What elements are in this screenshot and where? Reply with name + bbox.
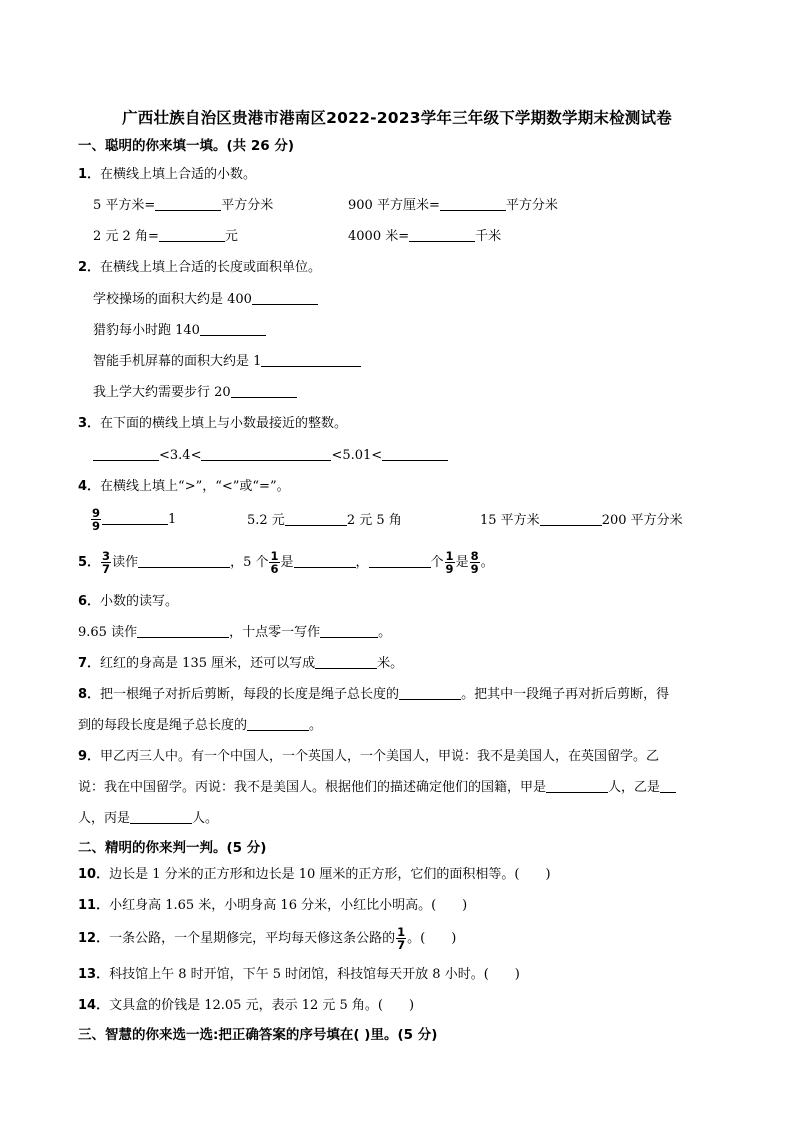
fraction (470, 550, 480, 575)
question-text: 边长是 1 分米的正方形和边长是 10 厘米的正方形，它们的面积相等。( ) (109, 867, 551, 882)
item-text: ，十点零一写作 (229, 625, 321, 640)
denominator: 6 (270, 562, 279, 576)
question-number: 8． (78, 687, 101, 702)
inequality-part: <3.4< (159, 448, 202, 463)
question-number: 9． (78, 749, 101, 764)
question-9-line-3 (78, 810, 218, 828)
question-1-item-c (93, 228, 238, 246)
denominator: 7 (102, 562, 111, 576)
item-suffix: 。 (378, 625, 392, 640)
question-number: 10． (78, 867, 110, 882)
question-9-line-2 (78, 779, 676, 797)
answer-blank[interactable] (294, 554, 356, 568)
answer-blank[interactable] (102, 511, 168, 525)
numerator: 1 (397, 925, 406, 939)
question-text: 个 (430, 555, 444, 570)
question-text: 。 (480, 555, 494, 570)
question-4-item-b (247, 512, 402, 530)
item-prefix: 2 元 2 角= (93, 229, 159, 244)
denominator: 7 (397, 938, 406, 952)
answer-blank[interactable] (130, 810, 192, 824)
question-number: 2． (78, 260, 101, 275)
question-2-item-c (93, 353, 361, 371)
question-text: 读作 (112, 555, 139, 570)
answer-blank[interactable] (231, 384, 297, 398)
question-text: 。把其中一段绳子再对折后剪断，得 (461, 687, 670, 702)
question-number: 1． (78, 167, 101, 182)
question-11 (78, 897, 467, 915)
item-suffix: 200 平方分米 (601, 513, 683, 528)
answer-blank[interactable] (409, 228, 475, 242)
item-text: 智能手机屏幕的面积大约是 1 (93, 354, 262, 369)
question-text: 甲乙丙三人中。有一个中国人，一个英国人，一个美国人，甲说：我不是美国人，在英国留学。乙 (100, 749, 660, 764)
denominator: 9 (470, 562, 479, 576)
inequality-part: <5.01< (331, 448, 383, 463)
question-2 (78, 259, 321, 277)
fraction (445, 550, 455, 575)
answer-blank[interactable] (320, 624, 378, 638)
item-prefix: 5.2 元 (247, 513, 285, 528)
question-text: 是 (280, 555, 294, 570)
question-text: 在横线上填上合适的小数。 (100, 167, 257, 182)
question-text: 说：我在中国留学。丙说：我不是美国人。根据他们的描述确定他们的国籍，甲是 (78, 780, 547, 795)
page-title: 广西壮族自治区贵港市港南区2022-2023学年三年级下学期数学期末检测试卷 (122, 109, 672, 127)
item-prefix: 4000 米= (348, 229, 410, 244)
section-heading-2: 二、精明的你来判一判。(5 分) (78, 840, 267, 856)
fraction (101, 550, 111, 575)
question-3-inequality (93, 447, 448, 465)
denominator: 9 (445, 562, 454, 576)
question-12 (78, 924, 456, 954)
item-text: 猎豹每小时跑 140 (93, 323, 200, 338)
answer-blank[interactable] (247, 717, 309, 731)
answer-blank[interactable] (201, 447, 331, 461)
numerator: 3 (102, 549, 111, 563)
question-text: 红红的身高是 135 厘米，还可以写成 (100, 656, 316, 671)
item-prefix: 5 平方米= (93, 198, 156, 213)
question-10 (78, 866, 551, 884)
answer-blank[interactable] (159, 228, 225, 242)
section-heading-3: 三、智慧的你来选一选:把正确答案的序号填在( )里。(5 分) (78, 1027, 438, 1043)
numerator: 8 (470, 549, 479, 563)
question-text: 把一根绳子对折后剪断，每段的长度是绳子总长度的 (100, 687, 400, 702)
item-suffix: 元 (224, 229, 238, 244)
question-text: 。( ) (407, 931, 457, 946)
question-1 (78, 166, 256, 184)
item-suffix: 千米 (475, 229, 502, 244)
question-number: 6． (78, 594, 101, 609)
question-3 (78, 415, 347, 433)
question-text: 一条公路，一个星期修完，平均每天修这条公路的 (109, 931, 396, 946)
question-text: 在横线上填上合适的长度或面积单位。 (100, 260, 322, 275)
question-number: 3． (78, 416, 101, 431)
question-1-item-b (348, 197, 558, 215)
answer-blank[interactable] (540, 512, 602, 526)
answer-blank[interactable] (155, 197, 221, 211)
item-suffix: 1 (168, 512, 177, 527)
question-9 (78, 748, 659, 766)
item-prefix: 9.65 读作 (78, 625, 138, 640)
question-4-item-a (90, 506, 176, 534)
answer-blank[interactable] (399, 686, 461, 700)
item-text: 学校操场的面积大约是 400 (93, 292, 252, 307)
item-suffix: 平方分米 (221, 198, 274, 213)
numerator: 1 (270, 549, 279, 563)
question-1-item-a (93, 197, 273, 215)
question-2-item-d (93, 384, 297, 402)
item-prefix: 900 平方厘米= (348, 198, 440, 213)
question-text: 是 (455, 555, 469, 570)
question-6-item (78, 624, 391, 642)
question-14 (78, 997, 414, 1015)
question-number: 7． (78, 656, 101, 671)
question-8 (78, 686, 669, 704)
fraction (269, 550, 279, 575)
question-4-item-c (480, 512, 683, 530)
denominator: 9 (92, 519, 101, 533)
answer-blank[interactable] (315, 655, 377, 669)
question-6 (78, 593, 178, 611)
question-text: 科技馆上午 8 时开馆，下午 5 时闭馆，科技馆每天开放 8 小时。( ) (109, 967, 520, 982)
numerator: 9 (92, 506, 101, 520)
answer-blank[interactable] (137, 624, 229, 638)
question-text: 到的每段长度是绳子总长度的 (78, 718, 248, 733)
question-number: 12． (78, 931, 110, 946)
question-text: 人，乙是 (608, 780, 661, 795)
answer-blank[interactable] (200, 322, 266, 336)
item-suffix: 2 元 5 角 (346, 513, 402, 528)
fraction (396, 926, 406, 951)
item-suffix: 平方分米 (505, 198, 558, 213)
question-number: 14． (78, 998, 110, 1013)
answer-blank[interactable] (252, 291, 318, 305)
question-number: 11． (78, 898, 110, 913)
question-text: 人。 (192, 811, 219, 826)
question-5 (78, 548, 494, 578)
question-text: 小红身高 1.65 米，小明身高 16 分米，小红比小明高。( ) (109, 898, 468, 913)
answer-blank[interactable] (285, 512, 347, 526)
question-number: 5． (78, 555, 101, 570)
question-number: 13． (78, 967, 110, 982)
fraction (91, 507, 101, 532)
answer-blank[interactable] (382, 447, 448, 461)
answer-blank[interactable] (546, 779, 608, 793)
question-text: 人，丙是 (78, 811, 131, 826)
question-text: 小数的读写。 (100, 594, 179, 609)
item-prefix: 15 平方米 (480, 513, 540, 528)
question-8-line-2 (78, 717, 322, 735)
question-2-item-a (93, 291, 318, 309)
numerator: 1 (445, 549, 454, 563)
question-1-item-d (348, 228, 501, 246)
question-text: 在横线上填上“>”，“<”或“=”。 (100, 479, 290, 494)
item-text: 我上学大约需要步行 20 (93, 385, 231, 400)
question-text: ，5 个 (230, 555, 269, 570)
answer-blank[interactable] (93, 447, 159, 461)
question-text: ， (355, 555, 369, 570)
answer-blank[interactable] (440, 197, 506, 211)
question-text: 文具盒的价钱是 12.05 元，表示 12 元 5 角。( ) (109, 998, 415, 1013)
question-13 (78, 966, 520, 984)
answer-blank[interactable] (369, 554, 431, 568)
question-4 (78, 478, 290, 496)
question-text: 米。 (377, 656, 404, 671)
question-number: 4． (78, 479, 101, 494)
answer-blank[interactable] (261, 353, 361, 367)
question-2-item-b (93, 322, 266, 340)
question-text: 在下面的横线上填上与小数最接近的整数。 (100, 416, 348, 431)
answer-blank[interactable] (660, 779, 676, 793)
question-text: 。 (309, 718, 323, 733)
section-heading-1: 一、聪明的你来填一填。(共 26 分) (78, 138, 295, 154)
answer-blank[interactable] (138, 554, 230, 568)
question-7 (78, 655, 403, 673)
